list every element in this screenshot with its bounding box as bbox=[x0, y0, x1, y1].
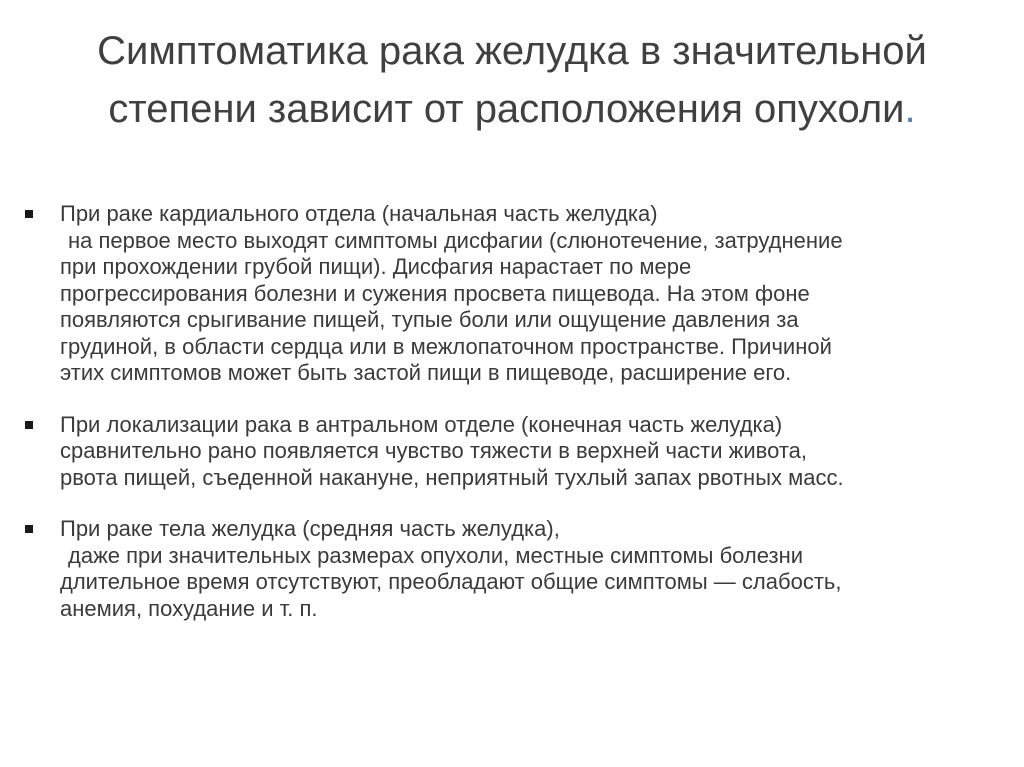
bullet-line: при прохождении грубой пищи). Дисфагия нарастает по мере bbox=[60, 254, 692, 279]
bullet-line: прогрессирования болезни и сужения просвета пищевода. На этом фоне bbox=[60, 280, 810, 306]
bullet-item-antrum bbox=[22, 412, 1002, 492]
title-period: . bbox=[904, 87, 916, 131]
bullet-line: даже при значительных размерах опухоли, местные симптомы болезни bbox=[68, 542, 804, 568]
slide-title-line-2-text: степени зависит от расположения опухоли bbox=[108, 87, 905, 131]
bullet-line: При раке тела желудка (средняя часть желудка), bbox=[60, 516, 560, 541]
bullet-line: длительное время отсутствуют, преобладают общие симптомы — слабость, bbox=[60, 569, 842, 594]
square-bullet-icon bbox=[25, 525, 33, 533]
slide-title-line-1: Симптоматика рака желудка в значительной bbox=[97, 29, 927, 73]
bullet-line: грудиной, в области сердца или в межлопаточном пространстве. Причиной bbox=[60, 333, 832, 359]
bullet-line: При раке кардиального отдела (начальная часть желудка) bbox=[60, 201, 658, 226]
bullet-item-cardia bbox=[22, 201, 1002, 387]
square-bullet-icon bbox=[25, 210, 33, 218]
bullet-line: сравнительно рано появляется чувство тяжести в верхней части живота, bbox=[60, 438, 808, 463]
bullet-line: на первое место выходят симптомы дисфагии (слюнотечение, затруднение bbox=[68, 227, 843, 253]
bullet-list bbox=[22, 201, 1002, 647]
bullet-line: этих симптомов может быть застой пищи в пищеводе, расширение его. bbox=[60, 360, 792, 385]
bullet-item-body bbox=[22, 516, 1002, 622]
square-bullet-icon bbox=[25, 421, 33, 429]
slide-title bbox=[60, 22, 964, 138]
bullet-line: При локализации рака в антральном отделе (конечная часть желудка) bbox=[60, 411, 783, 437]
bullet-line: появляются срыгивание пищей, тупые боли или ощущение давления за bbox=[60, 307, 799, 332]
bullet-line: рвота пищей, съеденной накануне, неприятный тухлый запах рвотных масс. bbox=[60, 464, 844, 490]
slide-title-line-2 bbox=[60, 80, 964, 138]
bullet-line: анемия, похудание и т. п. bbox=[60, 595, 318, 621]
